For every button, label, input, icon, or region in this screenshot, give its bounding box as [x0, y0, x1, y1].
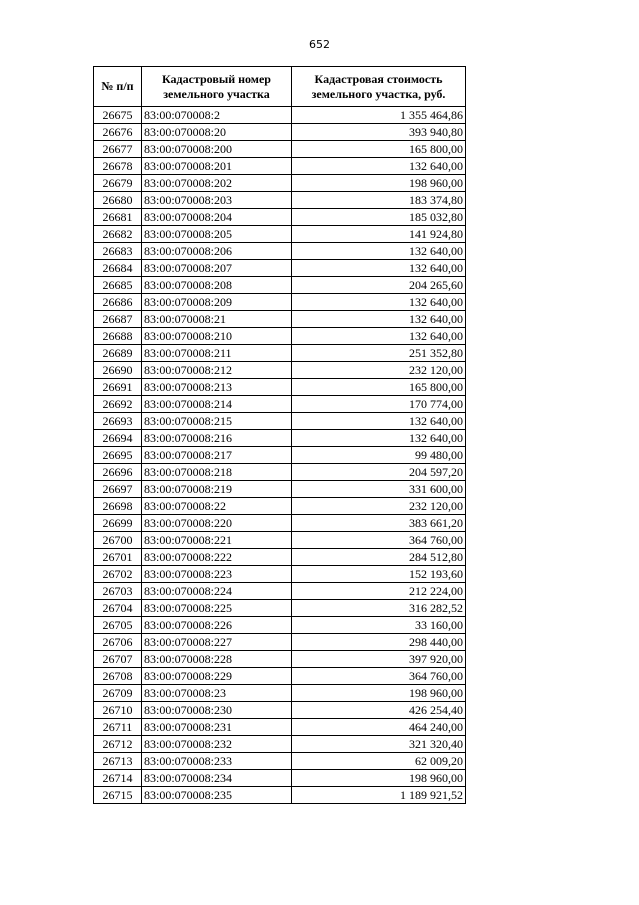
- cadastral-number-cell: 83:00:070008:226: [142, 617, 292, 634]
- row-number-cell: 26708: [94, 668, 142, 685]
- cadastral-value-cell: 284 512,80: [292, 549, 466, 566]
- row-number-cell: 26694: [94, 430, 142, 447]
- row-number-cell: 26713: [94, 753, 142, 770]
- cadastral-value-cell: 152 193,60: [292, 566, 466, 583]
- table-row: [94, 600, 466, 617]
- row-number-cell: 26691: [94, 379, 142, 396]
- cadastral-value-cell: 132 640,00: [292, 158, 466, 175]
- cadastral-value-cell: 33 160,00: [292, 617, 466, 634]
- table-header: [94, 67, 466, 107]
- cadastral-number-cell: 83:00:070008:22: [142, 498, 292, 515]
- table-row: [94, 277, 466, 294]
- header-row-number: № п/п: [94, 67, 142, 107]
- cadastral-value-cell: 132 640,00: [292, 430, 466, 447]
- cadastral-number-cell: 83:00:070008:222: [142, 549, 292, 566]
- cadastral-value-cell: 170 774,00: [292, 396, 466, 413]
- row-number-cell: 26684: [94, 260, 142, 277]
- row-number-cell: 26692: [94, 396, 142, 413]
- cadastral-number-cell: 83:00:070008:228: [142, 651, 292, 668]
- cadastral-number-cell: 83:00:070008:206: [142, 243, 292, 260]
- cadastral-value-cell: 464 240,00: [292, 719, 466, 736]
- row-number-cell: 26714: [94, 770, 142, 787]
- header-cadastral-number: Кадастровый номер земельного участка: [142, 67, 292, 107]
- row-number-cell: 26710: [94, 702, 142, 719]
- table-row: [94, 668, 466, 685]
- cadastral-number-cell: 83:00:070008:224: [142, 583, 292, 600]
- cadastral-value-cell: 298 440,00: [292, 634, 466, 651]
- cadastral-number-cell: 83:00:070008:229: [142, 668, 292, 685]
- row-number-cell: 26699: [94, 515, 142, 532]
- row-number-cell: 26706: [94, 634, 142, 651]
- row-number-cell: 26677: [94, 141, 142, 158]
- page-number: 652: [309, 38, 330, 51]
- cadastral-value-cell: 99 480,00: [292, 447, 466, 464]
- row-number-cell: 26690: [94, 362, 142, 379]
- cadastral-value-cell: 1 355 464,86: [292, 107, 466, 124]
- cadastral-value-cell: 232 120,00: [292, 362, 466, 379]
- cadastral-value-cell: 204 597,20: [292, 464, 466, 481]
- table-row: [94, 651, 466, 668]
- cadastral-number-cell: 83:00:070008:208: [142, 277, 292, 294]
- cadastral-value-cell: 1 189 921,52: [292, 787, 466, 804]
- cadastral-value-cell: 316 282,52: [292, 600, 466, 617]
- cadastral-number-cell: 83:00:070008:202: [142, 175, 292, 192]
- cadastral-value-cell: 185 032,80: [292, 209, 466, 226]
- cadastral-number-cell: 83:00:070008:214: [142, 396, 292, 413]
- row-number-cell: 26696: [94, 464, 142, 481]
- cadastral-value-cell: 132 640,00: [292, 328, 466, 345]
- cadastral-value-cell: 364 760,00: [292, 668, 466, 685]
- cadastral-number-cell: 83:00:070008:203: [142, 192, 292, 209]
- table-row: [94, 311, 466, 328]
- row-number-cell: 26675: [94, 107, 142, 124]
- cadastral-value-cell: 141 924,80: [292, 226, 466, 243]
- row-number-cell: 26701: [94, 549, 142, 566]
- cadastral-number-cell: 83:00:070008:209: [142, 294, 292, 311]
- table-row: [94, 634, 466, 651]
- row-number-cell: 26680: [94, 192, 142, 209]
- table-row: [94, 481, 466, 498]
- table-row: [94, 107, 466, 124]
- cadastral-number-cell: 83:00:070008:216: [142, 430, 292, 447]
- table-row: [94, 413, 466, 430]
- cadastral-number-cell: 83:00:070008:204: [142, 209, 292, 226]
- table-row: [94, 736, 466, 753]
- table-row: [94, 753, 466, 770]
- cadastral-number-cell: 83:00:070008:212: [142, 362, 292, 379]
- table-row: [94, 719, 466, 736]
- table-row: [94, 294, 466, 311]
- cadastral-value-cell: 132 640,00: [292, 413, 466, 430]
- header-cadastral-value: Кадастровая стоимость земельного участка, руб.: [292, 67, 466, 107]
- row-number-cell: 26695: [94, 447, 142, 464]
- cadastral-number-cell: 83:00:070008:221: [142, 532, 292, 549]
- cadastral-number-cell: 83:00:070008:227: [142, 634, 292, 651]
- cadastral-number-cell: 83:00:070008:21: [142, 311, 292, 328]
- row-number-cell: 26685: [94, 277, 142, 294]
- table-row: [94, 447, 466, 464]
- row-number-cell: 26681: [94, 209, 142, 226]
- row-number-cell: 26697: [94, 481, 142, 498]
- cadastral-number-cell: 83:00:070008:2: [142, 107, 292, 124]
- table-row: [94, 345, 466, 362]
- cadastral-value-cell: 132 640,00: [292, 260, 466, 277]
- row-number-cell: 26688: [94, 328, 142, 345]
- table-body: [94, 107, 466, 804]
- cadastral-number-cell: 83:00:070008:232: [142, 736, 292, 753]
- table-row: [94, 226, 466, 243]
- row-number-cell: 26682: [94, 226, 142, 243]
- cadastral-value-cell: 204 265,60: [292, 277, 466, 294]
- table-row: [94, 328, 466, 345]
- cadastral-value-cell: 393 940,80: [292, 124, 466, 141]
- cadastral-number-cell: 83:00:070008:233: [142, 753, 292, 770]
- row-number-cell: 26700: [94, 532, 142, 549]
- row-number-cell: 26683: [94, 243, 142, 260]
- table-row: [94, 396, 466, 413]
- row-number-cell: 26707: [94, 651, 142, 668]
- table-row: [94, 566, 466, 583]
- table-row: [94, 141, 466, 158]
- row-number-cell: 26709: [94, 685, 142, 702]
- cadastral-number-cell: 83:00:070008:235: [142, 787, 292, 804]
- table-row: [94, 583, 466, 600]
- cadastral-value-cell: 165 800,00: [292, 141, 466, 158]
- cadastral-number-cell: 83:00:070008:207: [142, 260, 292, 277]
- cadastral-value-cell: 251 352,80: [292, 345, 466, 362]
- table-row: [94, 770, 466, 787]
- cadastral-number-cell: 83:00:070008:205: [142, 226, 292, 243]
- cadastral-number-cell: 83:00:070008:219: [142, 481, 292, 498]
- table-row: [94, 158, 466, 175]
- cadastral-number-cell: 83:00:070008:211: [142, 345, 292, 362]
- cadastral-table: [93, 66, 466, 804]
- cadastral-value-cell: 198 960,00: [292, 770, 466, 787]
- cadastral-number-cell: 83:00:070008:225: [142, 600, 292, 617]
- cadastral-number-cell: 83:00:070008:218: [142, 464, 292, 481]
- row-number-cell: 26702: [94, 566, 142, 583]
- header-row: [94, 67, 466, 107]
- cadastral-value-cell: 383 661,20: [292, 515, 466, 532]
- row-number-cell: 26687: [94, 311, 142, 328]
- row-number-cell: 26676: [94, 124, 142, 141]
- table-row: [94, 702, 466, 719]
- cadastral-number-cell: 83:00:070008:234: [142, 770, 292, 787]
- cadastral-number-cell: 83:00:070008:213: [142, 379, 292, 396]
- cadastral-value-cell: 132 640,00: [292, 294, 466, 311]
- row-number-cell: 26711: [94, 719, 142, 736]
- row-number-cell: 26679: [94, 175, 142, 192]
- cadastral-number-cell: 83:00:070008:215: [142, 413, 292, 430]
- cadastral-number-cell: 83:00:070008:23: [142, 685, 292, 702]
- row-number-cell: 26715: [94, 787, 142, 804]
- cadastral-number-cell: 83:00:070008:200: [142, 141, 292, 158]
- cadastral-value-cell: 183 374,80: [292, 192, 466, 209]
- table-row: [94, 515, 466, 532]
- row-number-cell: 26703: [94, 583, 142, 600]
- table-row: [94, 430, 466, 447]
- cadastral-number-cell: 83:00:070008:231: [142, 719, 292, 736]
- cadastral-value-cell: 397 920,00: [292, 651, 466, 668]
- table-row: [94, 260, 466, 277]
- row-number-cell: 26678: [94, 158, 142, 175]
- row-number-cell: 26704: [94, 600, 142, 617]
- cadastral-value-cell: 132 640,00: [292, 311, 466, 328]
- table-row: [94, 498, 466, 515]
- cadastral-number-cell: 83:00:070008:20: [142, 124, 292, 141]
- cadastral-number-cell: 83:00:070008:210: [142, 328, 292, 345]
- table-row: [94, 617, 466, 634]
- row-number-cell: 26712: [94, 736, 142, 753]
- cadastral-value-cell: 198 960,00: [292, 685, 466, 702]
- cadastral-value-cell: 132 640,00: [292, 243, 466, 260]
- cadastral-value-cell: 198 960,00: [292, 175, 466, 192]
- cadastral-number-cell: 83:00:070008:223: [142, 566, 292, 583]
- table-row: [94, 175, 466, 192]
- cadastral-value-cell: 331 600,00: [292, 481, 466, 498]
- cadastral-number-cell: 83:00:070008:201: [142, 158, 292, 175]
- table-row: [94, 532, 466, 549]
- table-row: [94, 124, 466, 141]
- row-number-cell: 26686: [94, 294, 142, 311]
- cadastral-value-cell: 364 760,00: [292, 532, 466, 549]
- table-row: [94, 685, 466, 702]
- row-number-cell: 26693: [94, 413, 142, 430]
- table-row: [94, 379, 466, 396]
- cadastral-value-cell: 321 320,40: [292, 736, 466, 753]
- row-number-cell: 26689: [94, 345, 142, 362]
- cadastral-number-cell: 83:00:070008:230: [142, 702, 292, 719]
- cadastral-value-cell: 232 120,00: [292, 498, 466, 515]
- table-row: [94, 209, 466, 226]
- table-row: [94, 464, 466, 481]
- row-number-cell: 26698: [94, 498, 142, 515]
- table-row: [94, 243, 466, 260]
- cadastral-number-cell: 83:00:070008:220: [142, 515, 292, 532]
- table-row: [94, 192, 466, 209]
- cadastral-value-cell: 165 800,00: [292, 379, 466, 396]
- table-row: [94, 362, 466, 379]
- cadastral-value-cell: 212 224,00: [292, 583, 466, 600]
- table-row: [94, 787, 466, 804]
- cadastral-value-cell: 62 009,20: [292, 753, 466, 770]
- cadastral-value-cell: 426 254,40: [292, 702, 466, 719]
- row-number-cell: 26705: [94, 617, 142, 634]
- cadastral-number-cell: 83:00:070008:217: [142, 447, 292, 464]
- table-row: [94, 549, 466, 566]
